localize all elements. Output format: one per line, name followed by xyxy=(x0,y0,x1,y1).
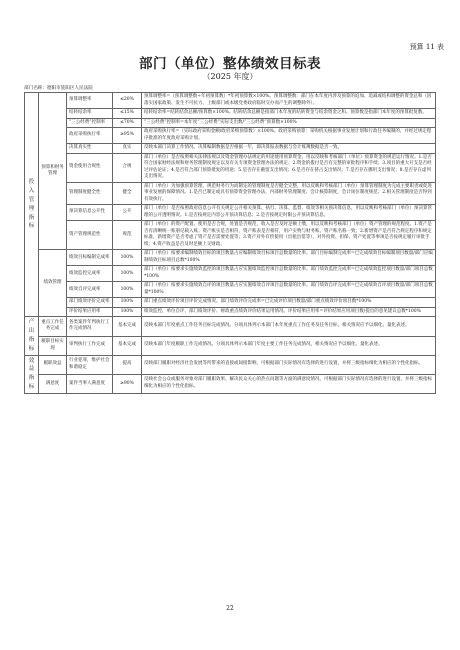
indicator-value: ≤20% xyxy=(113,93,142,109)
table-row xyxy=(25,336,436,355)
indicator-value: ≥95% xyxy=(113,128,142,144)
indicator-desc: 预算调整率=（预算调整数÷年初预算数）*年初预算数×100%。预算调整数：部门在本年度内涉及预算的追加、追减或结构调整的资金总和（因落实国家政策、发生不可抗力、上级部门或本级党委政府临时交办而产生的调整除外）。 xyxy=(142,93,436,109)
indicator-value: 合规 xyxy=(113,153,142,182)
indicator-desc: 绩效监控、单位自评、部门绩效评价、财政重点绩效评价结果运用情况。评价结果应用率=评价结果应用项目数/提出的意见建议总数*100% xyxy=(142,307,436,317)
table-row xyxy=(25,307,436,317)
performance-table xyxy=(24,92,436,394)
table-row xyxy=(25,250,436,266)
indicator-value: 提高 xyxy=(113,355,142,374)
indicator-value: 100% xyxy=(113,298,142,308)
group-benefit: 效益指标 xyxy=(25,355,39,393)
indicator-value: 100% xyxy=(113,266,142,282)
group-duty: 履职目标实现 xyxy=(39,336,67,355)
table-row xyxy=(25,205,436,221)
table-row xyxy=(25,144,436,154)
page-title: 部门（单位）整体绩效目标表 xyxy=(139,56,321,72)
indicator-value: ≥90% xyxy=(113,374,142,393)
table-row xyxy=(25,109,436,119)
indicator-name: 资金使用合规性 xyxy=(67,153,113,182)
indicator-value: 基本完成 xyxy=(113,336,142,355)
indicator-name: 各类案件年判执行工作完成情况 xyxy=(67,317,113,336)
indicator-desc: 部门（单位）按要求实施绩效自评的项目数量占应实施绩效自评项目总数量的比率。部门绩效自评完成率=已完成绩效自评项目数量/部门项目总数量*100% xyxy=(142,282,436,298)
indicator-desc: 反映本部门决算工作情况。决算编制数据是否根据一年，即决算报表数据与会计账簿数据是否一致。 xyxy=(142,144,436,154)
indicator-desc: 部门（单位）的资产配置、使用是否合规，处置是否规范，收入是否及时足额上缴，用以反映和考核部门（单位）资产管理的规范程度。1.资产是否有清晰统一账册记载入账；资产帐实是否相符，资产账表是否相符，用户实物与财务账、资产账名称一致；2.新增资产是否符合规定程序和规定标准，新增资产是否考虑了资产是否需要处置等；3.资产对外有偿使用（出租出借等）、对外投资、担保、资产处置等事项是否按规定履行审批手续；4.资产收益是否及时足额上交财政。 xyxy=(142,221,436,250)
indicator-value: 100% xyxy=(113,250,142,266)
indicator-desc: 部门（单位）按要求实施绩效监控的项目数量占应实施绩效监控项目总数量的比率。部门绩效监控完成率=已完成绩效监控项目数量/部门项目总数*100% xyxy=(142,266,436,282)
table-row xyxy=(25,266,436,282)
indicator-value: 规范 xyxy=(113,221,142,250)
indicator-desc: 结转结余率=结转结余总额/预算数×100%。结转结余总额是指部门本年度的结转资金与结余资金之和。预算数是指部门本年度的预算批复数。 xyxy=(142,109,436,119)
indicator-desc: 部门（单位）是否按照相关法律法规以及资金管理办法规定的用途使用预算资金，用以反映和考核部门（单位）预算资金的规范运行情况。1.是否符合国家财经法规和财务管理制度规定以及有关专项资金管理办法的规定；2.资金的拨付是否有完整的审批程序和手续；3.项目的重大开支是否经过评估论证；4.是否符合部门预算批复的用途；5.是否存在截留支出情况；6.是否存在挤占支出情况；7.是否存在挪用支出情况；8.是否存在虚列支出情况。 xyxy=(142,153,436,182)
indicator-value: 公开 xyxy=(113,205,142,221)
indicator-name: 资产管理规范性 xyxy=(67,221,113,250)
indicator-name: 绩效自评完成率 xyxy=(67,282,113,298)
indicator-name: 管理制度健全性 xyxy=(67,182,113,205)
indicator-name: 预决算信息公开性 xyxy=(67,205,113,221)
indicator-desc: 部门（单位）为加强预算管理、规范财务行为而制定的管理制度是否健全完整，用以反映和考核部门（单位）预算管理制度为完成主要职责或促进事业发展的保障情况。1.是否已制定或具有预算资金管理办法，内部财务管理制度、会计核算制度，会计岗位制度规范；2.相关管理制度是否得到有效执行。 xyxy=(142,182,436,205)
indicator-name: 政府采购执行率 xyxy=(67,128,113,144)
indicator-name: 部门绩效评价完成率 xyxy=(67,298,113,308)
group-budget-finance: 预算和财务管理 xyxy=(39,93,67,250)
table-row xyxy=(25,355,436,374)
indicator-value: 基本完成 xyxy=(113,317,142,336)
indicator-desc: 部门重点绩效评价项目评价完成情况。部门绩效评价完成率=已完成评价项目数量/部门重点绩效评价项目数*100% xyxy=(142,298,436,308)
table-row xyxy=(25,282,436,298)
indicator-name: 审判执行工作完成 xyxy=(67,336,113,355)
indicator-value: 健全 xyxy=(113,182,142,205)
department-label: 部门名称：德阳市旌阳区人民法院 xyxy=(24,86,93,91)
table-row xyxy=(25,221,436,250)
indicator-name: 绩效监控完成率 xyxy=(67,266,113,282)
indicator-desc: 反映本部门年度履职工作完成情况。分项具体列示本部门年度主要工作任务完成情况，相关情况应予以细化、量化表述。 xyxy=(142,336,436,355)
page-number: 22 xyxy=(226,605,234,612)
indicator-desc: 部门（单位）按要求编制绩效目标的项目数量占应编制绩效目标项目总数量的比率。部门目标编制完成率=已完成绩效目标编制项目数量/部门应编制绩效目标项目总数*100% xyxy=(142,250,436,266)
indicator-desc: 政府采购执行率=（实际政府采购金额/政府采购预算数）×100%。政府采购预算：采购机关根据事业发展计划和行政任务编制的，并经过规定程序批准的年度政府采购计划。 xyxy=(142,128,436,144)
group-output: 产出指标 xyxy=(25,317,39,355)
indicator-value: 100% xyxy=(113,307,142,317)
indicator-value: ≤15% xyxy=(113,109,142,119)
indicator-desc: 反映部门履职对经济社会发展等所带来的直接或间接影响，可根据部门实际情况有选择的进行设置，并将三级指标细化为相应的个性化指标。 xyxy=(142,355,436,374)
form-number: 预算 11 表 xyxy=(409,43,444,51)
table-row xyxy=(25,298,436,308)
indicator-desc: 反映本部门年度重点工作任务目标完成情况。分项具体列示本部门本年度重点工作任务及任务目标，相关情况应予以细化、量化表述。 xyxy=(142,317,436,336)
indicator-name: “三公经费”控制率 xyxy=(67,118,113,128)
indicator-name: 预算调整率 xyxy=(67,93,113,109)
table-row xyxy=(25,93,436,109)
indicator-value: 真实 xyxy=(113,144,142,154)
indicator-name: 案件当事人满意度 xyxy=(67,374,113,393)
indicator-value: 100% xyxy=(113,282,142,298)
table-row xyxy=(25,153,436,182)
page-subtitle: （2025 年度） xyxy=(202,72,258,81)
group-output-sub: 重点工作任务完成 xyxy=(39,317,67,336)
indicator-name: 行业犯罪，维护社会和谐稳定 xyxy=(67,355,113,374)
indicator-desc: “三公经费”控制率=本年度“三公经费”实际支出数/“三公经费”预算数×100% xyxy=(142,118,436,128)
indicator-desc: 部门（单位）是否按照政府信息公开有关规定公开相关预算、执行、决算、监督、绩效等相关预决算信息，用以反映和考核部门（单位）预决算管理的公开透明情况。1.是否按规定内容公开预决算信息；2.是否按规定时限公开预决算信息。 xyxy=(142,205,436,221)
indicator-name: 绩效目标编制完成率 xyxy=(67,250,113,266)
indicator-value: ≤70% xyxy=(113,118,142,128)
group-satisfaction: 满意度 xyxy=(39,374,67,393)
indicator-name: 决算真实性 xyxy=(67,144,113,154)
indicator-desc: 反映社会公众或服务对象对部门履职效果、解决民众关心的热点问题等方面的满意度情况，可根据部门实际情况有选择的进行设置，并将三级指标细化为相应的个性化指标。 xyxy=(142,374,436,393)
table-row xyxy=(25,317,436,336)
group-performance: 绩效管理 xyxy=(39,250,67,317)
group-benefit-sub: 履职效益 xyxy=(39,355,67,374)
table-row xyxy=(25,118,436,128)
table-row xyxy=(25,374,436,393)
table-row xyxy=(25,182,436,205)
table-row xyxy=(25,128,436,144)
indicator-name: 评价结果应用率 xyxy=(67,307,113,317)
group-investment: 投入管理指标 xyxy=(25,93,39,317)
indicator-name: 结转结余率 xyxy=(67,109,113,119)
